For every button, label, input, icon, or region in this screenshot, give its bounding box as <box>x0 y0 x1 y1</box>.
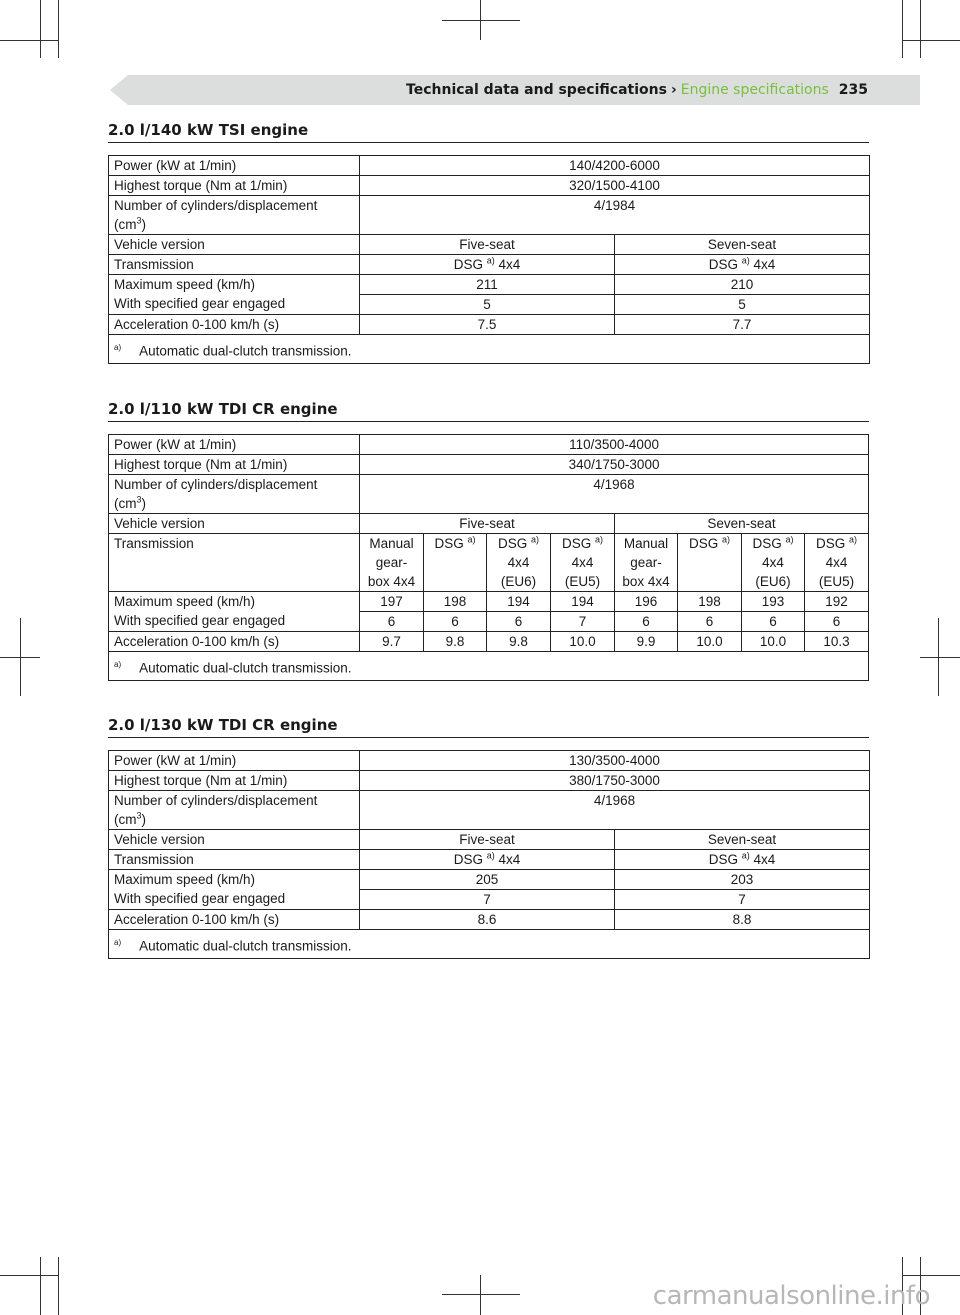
cell-value: DSG $^{a)}$ 4x4 <box>615 850 870 870</box>
section-tdi130 <box>108 715 869 959</box>
table-row <box>109 475 869 514</box>
cell-value: DSG $^{a)}$ 4x4 (EU5) <box>551 534 615 592</box>
cell-value: 197 <box>360 592 424 612</box>
header-chapter: Technical data and specifications <box>406 82 667 98</box>
row-label: Maximum speed (km/h) With specified gear engaged <box>109 870 360 910</box>
footnote: $^{a)}$ Automatic dual-clutch transmission. <box>109 930 870 959</box>
table-row <box>109 830 870 850</box>
footnote: $^{a)}$ Automatic dual-clutch transmission. <box>109 652 869 681</box>
section-tdi110 <box>108 399 869 681</box>
cell-value: 10.0 <box>678 632 742 652</box>
crop-mark <box>58 1257 59 1315</box>
cell-value: 6 <box>487 612 551 632</box>
cell-value: 7.7 <box>615 315 870 335</box>
cell-value: Five-seat <box>360 514 615 534</box>
row-label: Number of cylinders/displacement $(cm^3)$ <box>109 791 360 830</box>
watermark: carmanualsonline.info <box>652 1281 930 1311</box>
cell-value: 6 <box>742 612 805 632</box>
crop-mark <box>920 0 921 58</box>
table-row <box>109 910 870 930</box>
cell-value: 8.6 <box>360 910 615 930</box>
cell-value: 194 <box>551 592 615 612</box>
cell-value: 9.9 <box>615 632 678 652</box>
section-tsi140 <box>108 120 869 364</box>
row-label: Number of cylinders/displacement $(cm^3)$ <box>109 475 360 514</box>
crop-mark <box>58 0 59 58</box>
table-row <box>109 592 869 612</box>
cell-value: DSG $^{a)}$ 4x4 <box>360 255 615 275</box>
spec-table <box>108 155 870 364</box>
cell-value: DSG $^{a)}$ 4x4 (EU6) <box>487 534 551 592</box>
cell-value: 4/1968 <box>360 791 870 830</box>
footnote-row <box>109 335 870 364</box>
crop-mark <box>902 1275 960 1276</box>
cell-value: DSG $^{a)}$ 4x4 (EU5) <box>805 534 869 592</box>
cell-value: DSG $^{a)}$ 4x4 <box>360 850 615 870</box>
cell-value: 110/3500-4000 <box>360 435 869 455</box>
row-label: Vehicle version <box>109 514 360 534</box>
row-label: Vehicle version <box>109 235 360 255</box>
row-label: Maximum speed (km/h) With specified gear engaged <box>109 592 360 632</box>
cell-value: 194 <box>487 592 551 612</box>
crop-mark <box>902 0 903 58</box>
table-row <box>109 255 870 275</box>
cell-value: 320/1500-4100 <box>360 176 870 196</box>
table-row <box>109 315 870 335</box>
cell-value: 5 <box>615 295 870 315</box>
cell-value: 7 <box>615 890 870 910</box>
section-title: 2.0 l/130 kW TDI CR engine <box>108 715 869 738</box>
section-title: 2.0 l/110 kW TDI CR engine <box>108 399 869 422</box>
table-row <box>109 514 869 534</box>
cell-value: 9.8 <box>487 632 551 652</box>
crop-mark <box>902 40 960 41</box>
table-row <box>109 632 869 652</box>
cell-value: 6 <box>424 612 487 632</box>
row-label: Vehicle version <box>109 830 360 850</box>
row-label: Acceleration 0-100 km/h (s) <box>109 315 360 335</box>
table-row <box>109 176 870 196</box>
cell-value: 7 <box>360 890 615 910</box>
crop-mark <box>480 1275 481 1315</box>
table-row <box>109 196 870 235</box>
cell-value: 380/1750-3000 <box>360 771 870 791</box>
page-number: 235 <box>838 82 868 98</box>
cell-value: DSG $^{a)}$ 4x4 (EU6) <box>742 534 805 592</box>
footnote-row <box>109 652 869 681</box>
cell-value: DSG $^{a)}$ <box>678 534 742 592</box>
cell-value: 196 <box>615 592 678 612</box>
row-label: Power (kW at 1/min) <box>109 156 360 176</box>
cell-value: 340/1750-3000 <box>360 455 869 475</box>
cell-value: 211 <box>360 275 615 295</box>
cell-value: 210 <box>615 275 870 295</box>
header-separator: › <box>670 82 677 98</box>
cell-value: 4/1984 <box>360 196 870 235</box>
cell-value: 203 <box>615 870 870 890</box>
cell-value: Five-seat <box>360 830 615 850</box>
row-label: Transmission <box>109 850 360 870</box>
row-label: Acceleration 0-100 km/h (s) <box>109 632 360 652</box>
section-title: 2.0 l/140 kW TSI engine <box>108 120 869 143</box>
row-label: Highest torque (Nm at 1/min) <box>109 455 360 475</box>
spec-table <box>108 434 869 681</box>
cell-value: 9.8 <box>424 632 487 652</box>
cell-value: Seven-seat <box>615 235 870 255</box>
cell-value: 198 <box>424 592 487 612</box>
cell-value: 8.8 <box>615 910 870 930</box>
row-label: Highest torque (Nm at 1/min) <box>109 771 360 791</box>
cell-value: 140/4200-6000 <box>360 156 870 176</box>
table-row <box>109 455 869 475</box>
footnote-row <box>109 930 870 959</box>
table-row <box>109 870 870 890</box>
cell-value: 130/3500-4000 <box>360 751 870 771</box>
crop-mark <box>442 1294 520 1295</box>
row-label: Transmission <box>109 255 360 275</box>
cell-value: 198 <box>678 592 742 612</box>
cell-value: Seven-seat <box>615 514 869 534</box>
crop-mark <box>40 0 41 58</box>
running-header <box>406 80 868 100</box>
table-row <box>109 791 870 830</box>
table-row <box>109 156 870 176</box>
cell-value: 10.0 <box>551 632 615 652</box>
cell-value: 205 <box>360 870 615 890</box>
cell-value: Seven-seat <box>615 830 870 850</box>
table-row <box>109 771 870 791</box>
table-row <box>109 534 869 592</box>
crop-mark <box>442 20 520 21</box>
cell-value: 6 <box>678 612 742 632</box>
table-row <box>109 275 870 295</box>
cell-value: 10.3 <box>805 632 869 652</box>
cell-value: DSG $^{a)}$ <box>424 534 487 592</box>
cell-value: 192 <box>805 592 869 612</box>
crop-mark <box>40 1257 41 1315</box>
cell-value: 193 <box>742 592 805 612</box>
header-section: Engine specifications <box>680 82 829 98</box>
crop-mark <box>0 40 58 41</box>
footnote: $^{a)}$ Automatic dual-clutch transmission. <box>109 335 870 364</box>
cell-value: 7.5 <box>360 315 615 335</box>
table-row <box>109 751 870 771</box>
row-label: Maximum speed (km/h) With specified gear engaged <box>109 275 360 315</box>
cell-value: 6 <box>360 612 424 632</box>
cell-value: 5 <box>360 295 615 315</box>
row-label: Transmission <box>109 534 360 592</box>
cell-value: 7 <box>551 612 615 632</box>
row-label: Power (kW at 1/min) <box>109 751 360 771</box>
cell-value: Manual gear- box 4x4 <box>615 534 678 592</box>
row-label: Number of cylinders/displacement $(cm^3)$ <box>109 196 360 235</box>
crop-mark <box>920 657 960 658</box>
crop-mark <box>0 657 40 658</box>
cell-value: 4/1968 <box>360 475 869 514</box>
crop-mark <box>0 1275 58 1276</box>
row-label: Acceleration 0-100 km/h (s) <box>109 910 360 930</box>
table-row <box>109 235 870 255</box>
cell-value: 10.0 <box>742 632 805 652</box>
cell-value: DSG $^{a)}$ 4x4 <box>615 255 870 275</box>
cell-value: 6 <box>615 612 678 632</box>
row-label: Highest torque (Nm at 1/min) <box>109 176 360 196</box>
table-row <box>109 850 870 870</box>
row-label: Power (kW at 1/min) <box>109 435 360 455</box>
cell-value: 9.7 <box>360 632 424 652</box>
cell-value: 6 <box>805 612 869 632</box>
cell-value: Five-seat <box>360 235 615 255</box>
cell-value: Manual gear- box 4x4 <box>360 534 424 592</box>
table-row <box>109 435 869 455</box>
spec-table <box>108 750 870 959</box>
